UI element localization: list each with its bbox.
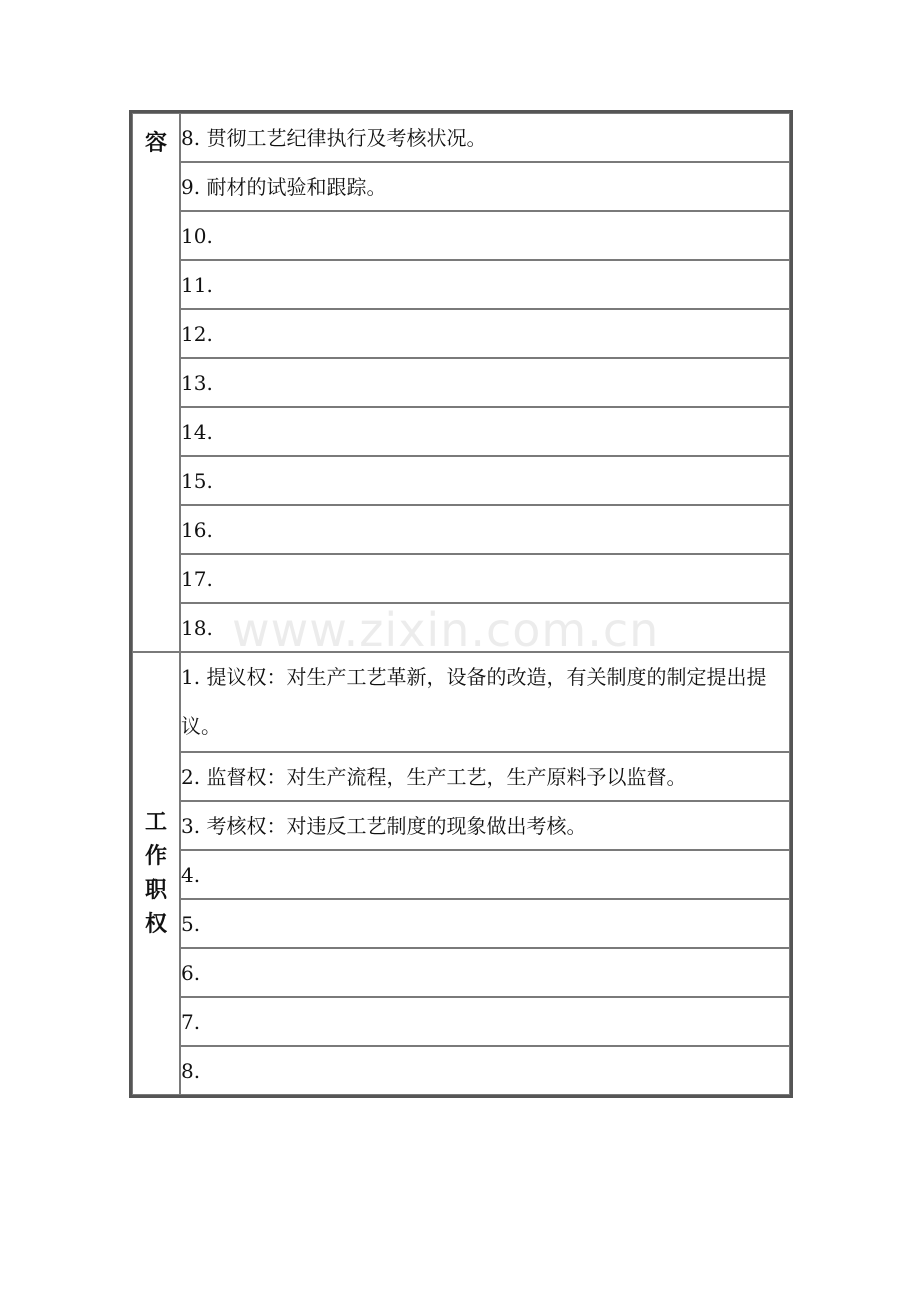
table-row [132,603,790,652]
section-label-authority [132,652,180,1095]
table-row [132,652,790,752]
table-row [132,899,790,948]
table-row [132,850,790,899]
list-item: 10. [180,211,790,260]
table-row [132,1046,790,1095]
table-row [132,554,790,603]
list-item: 1. 提议权：对生产工艺革新，设备的改造，有关制度的制定提出提议。 [180,652,790,752]
list-item: 8. [180,1046,790,1095]
label-char: 工 [144,809,167,835]
section-label-content [132,113,180,652]
table-row [132,407,790,456]
list-item: 17. [180,554,790,603]
table-row [132,505,790,554]
list-item: 12. [180,309,790,358]
table-row [132,260,790,309]
table-row [132,752,790,801]
list-item: 6. [180,948,790,997]
list-item: 15. [180,456,790,505]
table-row [132,211,790,260]
table-row [132,456,790,505]
label-char: 权 [144,911,167,937]
list-item: 2. 监督权：对生产流程，生产工艺，生产原料予以监督。 [180,752,790,801]
table-row [132,948,790,997]
label-char: 作 [144,843,167,869]
table-row [132,162,790,211]
watermark: www.zixin.com.cn [232,603,660,657]
list-item: 9. 耐材的试验和跟踪。 [180,162,790,211]
list-item: 7. [180,997,790,1046]
duty-table [132,113,790,1095]
table-row [132,309,790,358]
list-item: 16. [180,505,790,554]
list-item: 4. [180,850,790,899]
vertical-label [145,806,167,942]
table-row [132,358,790,407]
list-item: 18. [180,603,790,652]
list-item: 5. [180,899,790,948]
table-row [132,997,790,1046]
label-char: 职 [144,877,167,903]
job-description-table [129,110,793,1098]
list-item: 14. [180,407,790,456]
table-row [132,113,790,162]
table-row [132,801,790,850]
section-label-text: 容 [144,131,167,156]
list-item: 13. [180,358,790,407]
list-item: 3. 考核权：对违反工艺制度的现象做出考核。 [180,801,790,850]
list-item: 11. [180,260,790,309]
list-item: 8. 贯彻工艺纪律执行及考核状况。 [180,113,790,162]
